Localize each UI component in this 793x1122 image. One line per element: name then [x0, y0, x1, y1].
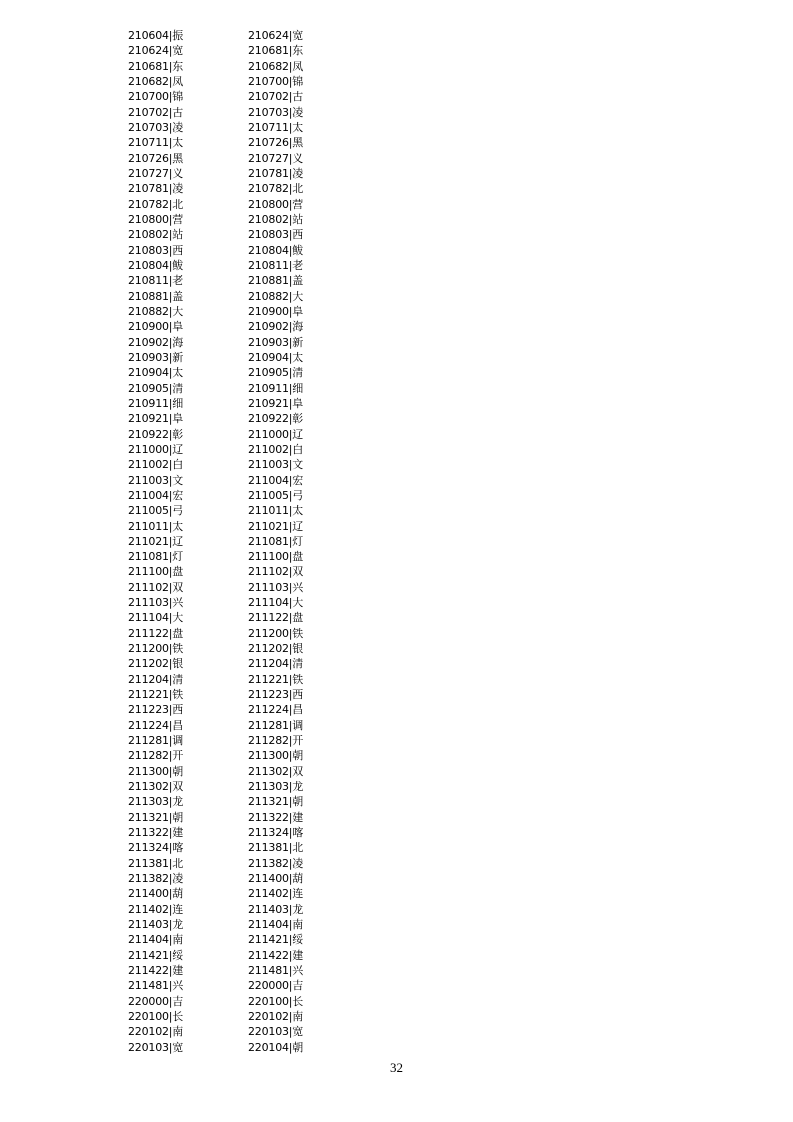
code-entry: 211300|朝 [128, 764, 184, 778]
code-entry: 211224|昌 [248, 703, 304, 717]
code-entry: 210727|义 [248, 151, 304, 165]
code-entry: 210800|营 [128, 212, 184, 226]
code-entry: 211421|绥 [248, 933, 304, 947]
code-entry: 211122|盘 [128, 626, 184, 640]
code-entry: 211000|辽 [248, 427, 304, 441]
code-entry: 211302|双 [128, 780, 184, 794]
left-code-column [128, 28, 183, 1055]
code-entry: 210781|凌 [248, 166, 304, 180]
code-entry: 210811|老 [128, 274, 184, 288]
code-entry: 210903|新 [128, 350, 184, 364]
code-entry: 210700|锦 [248, 74, 304, 88]
code-entry: 211100|盘 [248, 550, 304, 564]
code-entry: 211011|太 [248, 504, 304, 518]
code-entry: 210900|阜 [248, 304, 304, 318]
code-entry: 211202|银 [128, 657, 184, 671]
code-entry: 210782|北 [248, 182, 304, 196]
code-entry: 210802|站 [128, 228, 184, 242]
code-entry: 211003|文 [128, 473, 184, 487]
code-entry: 211003|文 [248, 458, 304, 472]
code-entry: 210781|凌 [128, 182, 184, 196]
code-entry: 210803|西 [248, 228, 304, 242]
code-entry: 211081|灯 [128, 550, 184, 564]
code-entry: 211422|建 [248, 948, 304, 962]
code-entry: 210727|义 [128, 166, 184, 180]
code-entry: 220104|朝 [248, 1040, 304, 1054]
code-entry: 211103|兴 [128, 596, 184, 610]
code-entry: 210903|新 [248, 335, 304, 349]
code-entry: 211282|开 [128, 749, 184, 763]
code-entry: 210904|太 [248, 350, 304, 364]
code-entry: 211303|龙 [128, 795, 184, 809]
code-entry: 211021|辽 [128, 534, 184, 548]
code-entry: 211382|凌 [128, 872, 184, 886]
code-entry: 211204|清 [128, 672, 184, 686]
code-entry: 210726|黑 [248, 136, 304, 150]
code-entry: 211224|昌 [128, 718, 184, 732]
code-entry: 211002|白 [128, 458, 184, 472]
code-entry: 211002|白 [248, 442, 304, 456]
code-entry: 211481|兴 [128, 979, 184, 993]
code-entry: 211221|铁 [128, 688, 184, 702]
code-entry: 211302|双 [248, 764, 304, 778]
code-entry: 210904|太 [128, 366, 184, 380]
code-entry: 211400|葫 [128, 887, 184, 901]
right-code-column [248, 28, 303, 1055]
code-entry: 211381|北 [128, 856, 184, 870]
code-entry: 210702|古 [128, 105, 184, 119]
code-entry: 211221|铁 [248, 672, 304, 686]
code-entry: 211321|朝 [128, 810, 184, 824]
code-entry: 210682|凤 [248, 59, 304, 73]
code-entry: 211404|南 [248, 918, 304, 932]
code-entry: 211402|连 [128, 902, 184, 916]
code-entry: 210905|清 [248, 366, 304, 380]
code-entry: 211104|大 [128, 611, 184, 625]
code-entry: 211200|铁 [128, 642, 184, 656]
code-entry: 210881|盖 [128, 289, 184, 303]
code-entry: 210804|鲅 [128, 258, 184, 272]
code-entry: 210700|锦 [128, 90, 184, 104]
code-entry: 211100|盘 [128, 565, 184, 579]
code-entry: 211200|铁 [248, 626, 304, 640]
code-entry: 220100|长 [128, 1010, 184, 1023]
code-entry: 210782|北 [128, 197, 184, 211]
code-entry: 210921|阜 [128, 412, 184, 426]
code-entry: 211481|兴 [248, 964, 304, 978]
code-entry: 211421|绥 [128, 948, 184, 962]
code-entry: 211322|建 [128, 826, 184, 840]
code-entry: 220100|长 [248, 994, 304, 1008]
code-entry: 211104|大 [248, 596, 304, 610]
code-entry: 211402|连 [248, 887, 304, 901]
code-entry: 220103|宽 [248, 1025, 304, 1039]
code-entry: 211081|灯 [248, 534, 304, 548]
code-entry: 211300|朝 [248, 749, 304, 763]
code-entry: 211005|弓 [128, 504, 184, 518]
code-entry: 210681|东 [248, 44, 304, 58]
code-entry: 210911|细 [248, 381, 304, 395]
code-entry: 211102|双 [128, 580, 184, 594]
code-entry: 210681|东 [128, 59, 184, 73]
code-entry: 211324|喀 [128, 841, 184, 855]
code-entry: 210804|鲅 [248, 243, 304, 257]
code-entry: 210624|宽 [248, 29, 304, 42]
code-entry: 210803|西 [128, 243, 184, 257]
code-entry: 210604|振 [128, 29, 184, 42]
code-entry: 210882|大 [248, 289, 304, 303]
code-entry: 211422|建 [128, 964, 184, 978]
code-entry: 210811|老 [248, 258, 304, 272]
code-entry: 211011|太 [128, 519, 184, 533]
code-entry: 210802|站 [248, 212, 304, 226]
code-entry: 211004|宏 [128, 488, 184, 502]
code-entry: 210703|凌 [248, 105, 304, 119]
code-entry: 210711|太 [248, 120, 304, 134]
code-entry: 210682|凤 [128, 74, 184, 88]
code-entry: 211281|调 [128, 734, 184, 748]
code-entry: 211005|弓 [248, 488, 304, 502]
code-entry: 211404|南 [128, 933, 184, 947]
code-entry: 211403|龙 [128, 918, 184, 932]
code-entry: 211382|凌 [248, 856, 304, 870]
code-entry: 211322|建 [248, 810, 304, 824]
code-entry: 220000|吉 [248, 979, 304, 993]
code-entry: 211103|兴 [248, 580, 304, 594]
code-entry: 211282|开 [248, 734, 304, 748]
code-entry: 211223|西 [128, 703, 184, 717]
code-entry: 211223|西 [248, 688, 304, 702]
code-entry: 211400|葫 [248, 872, 304, 886]
code-entry: 210905|清 [128, 381, 184, 395]
code-entry: 210711|太 [128, 136, 184, 150]
code-entry: 211000|辽 [128, 442, 184, 456]
code-entry: 210624|宽 [128, 44, 184, 58]
code-entry: 210911|细 [128, 396, 184, 410]
code-entry: 211004|宏 [248, 473, 304, 487]
code-entry: 210881|盖 [248, 274, 304, 288]
code-entry: 220102|南 [248, 1010, 304, 1023]
code-entry: 211281|调 [248, 718, 304, 732]
code-entry: 211403|龙 [248, 902, 304, 916]
code-entry: 210922|彰 [128, 427, 184, 441]
code-entry: 210800|营 [248, 197, 304, 211]
code-entry: 211102|双 [248, 565, 304, 579]
code-entry: 210882|大 [128, 304, 184, 318]
code-entry: 210922|彰 [248, 412, 304, 426]
code-entry: 211381|北 [248, 841, 304, 855]
code-entry: 211122|盘 [248, 611, 304, 625]
code-entry: 211204|清 [248, 657, 304, 671]
code-entry: 210921|阜 [248, 396, 304, 410]
code-entry: 211021|辽 [248, 519, 304, 533]
code-entry: 211321|朝 [248, 795, 304, 809]
code-entry: 210900|阜 [128, 320, 184, 334]
code-entry: 211303|龙 [248, 780, 304, 794]
code-entry: 211324|喀 [248, 826, 304, 840]
page-number: 32 [390, 1060, 403, 1075]
code-entry: 210902|海 [128, 335, 184, 349]
code-entry: 210702|古 [248, 90, 304, 104]
code-entry: 220103|宽 [128, 1040, 184, 1054]
code-entry: 210726|黑 [128, 151, 184, 165]
code-entry: 210703|凌 [128, 120, 184, 134]
code-entry: 220000|吉 [128, 994, 184, 1008]
code-entry: 210902|海 [248, 320, 304, 334]
code-entry: 211202|银 [248, 642, 304, 656]
code-entry: 220102|南 [128, 1025, 184, 1039]
